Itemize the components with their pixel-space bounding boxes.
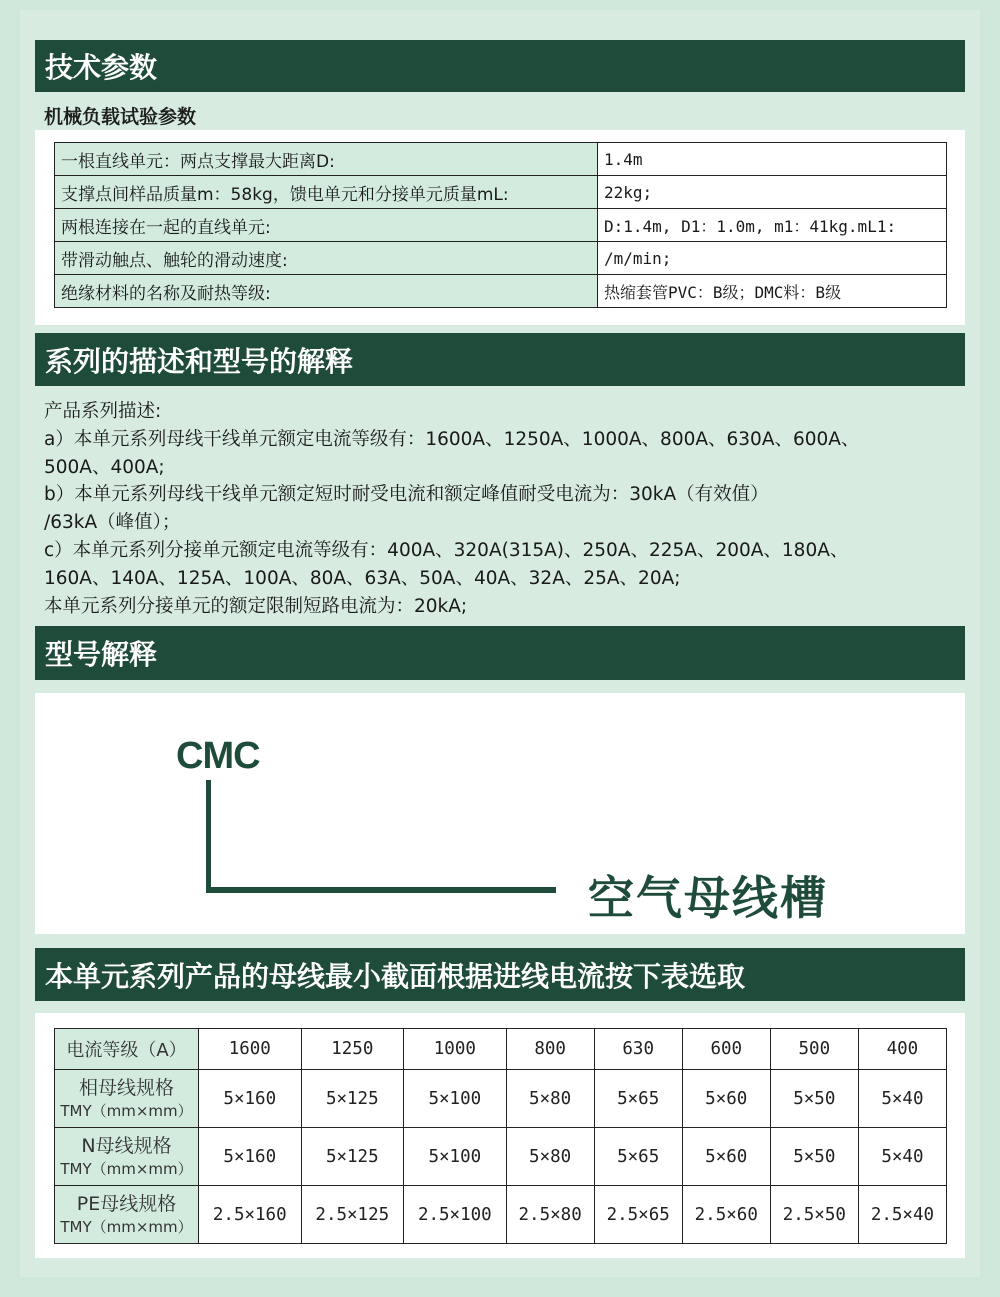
description-line: 本单元系列分接单元的额定限制短路电流为：20kA;	[44, 595, 468, 617]
busbar-spec-unit: TMY（mm×mm）	[60, 1217, 193, 1236]
busbar-spec-row	[55, 1186, 947, 1244]
mech-test-value: 热缩套管PVC：B级；DMC料：B级	[598, 275, 947, 308]
busbar-spec-cell: 2.5×80	[506, 1186, 594, 1244]
model-bracket-vertical	[206, 780, 211, 893]
mech-test-row	[55, 209, 947, 242]
busbar-spec-cell: 5×65	[594, 1070, 682, 1128]
page	[20, 10, 980, 1277]
mech-test-row	[55, 242, 947, 275]
busbar-spec-cell: 5×125	[301, 1070, 404, 1128]
busbar-spec-cell: 5×125	[301, 1128, 404, 1186]
section-header-model: 型号解释	[35, 626, 965, 680]
current-value: 500	[770, 1029, 858, 1070]
busbar-spec-unit: TMY（mm×mm）	[60, 1101, 193, 1120]
description-line: a）本单元系列母线干线单元额定电流等级有：1600A、1250A、1000A、800A、630A、600A、	[44, 428, 860, 450]
description-line: b）本单元系列母线干线单元额定短时耐受电流和额定峰值耐受电流为：30kA（有效值）	[44, 484, 769, 506]
busbar-spec-label	[55, 1070, 199, 1128]
mech-test-value: 22kg;	[598, 176, 947, 209]
current-value: 630	[594, 1029, 682, 1070]
mech-test-key: 一根直线单元：两点支撑最大距离D:	[55, 143, 598, 176]
busbar-spec-cell: 5×40	[858, 1128, 946, 1186]
description-line: /63kA（峰值）；	[44, 512, 181, 534]
busbar-spec-label	[55, 1128, 199, 1186]
busbar-spec-cell: 5×160	[199, 1128, 302, 1186]
busbar-table	[54, 1028, 947, 1244]
current-value: 600	[682, 1029, 770, 1070]
mech-test-row	[55, 143, 947, 176]
busbar-spec-label	[55, 1186, 199, 1244]
busbar-spec-cell: 2.5×60	[682, 1186, 770, 1244]
mech-test-key: 支撑点间样品质量m：58kg，馈电单元和分接单元质量mL:	[55, 176, 598, 209]
model-code: CMC	[176, 735, 260, 777]
busbar-spec-cell: 5×50	[770, 1070, 858, 1128]
current-value: 400	[858, 1029, 946, 1070]
busbar-spec-cell: 5×60	[682, 1128, 770, 1186]
busbar-spec-name: N母线规格	[81, 1134, 172, 1157]
busbar-spec-row	[55, 1070, 947, 1128]
busbar-spec-cell: 5×160	[199, 1070, 302, 1128]
busbar-spec-cell: 2.5×100	[404, 1186, 507, 1244]
current-value: 800	[506, 1029, 594, 1070]
busbar-spec-cell: 2.5×65	[594, 1186, 682, 1244]
busbar-spec-cell: 2.5×125	[301, 1186, 404, 1244]
description-line: 500A、400A;	[44, 456, 165, 478]
busbar-spec-row	[55, 1128, 947, 1186]
busbar-spec-cell: 5×100	[404, 1070, 507, 1128]
current-value: 1600	[199, 1029, 302, 1070]
description-line: c）本单元系列分接单元额定电流等级有：400A、320A(315A)、250A、225A、200A、180A、	[44, 539, 849, 561]
current-value: 1250	[301, 1029, 404, 1070]
busbar-spec-cell: 2.5×40	[858, 1186, 946, 1244]
busbar-spec-unit: TMY（mm×mm）	[60, 1159, 193, 1178]
current-value: 1000	[404, 1029, 507, 1070]
busbar-spec-name: PE母线规格	[76, 1192, 177, 1215]
busbar-spec-cell: 5×100	[404, 1128, 507, 1186]
section-header-select: 本单元系列产品的母线最小截面根据进线电流按下表选取	[35, 948, 965, 1001]
section-header-tech: 技术参数	[35, 40, 965, 92]
busbar-spec-cell: 5×40	[858, 1070, 946, 1128]
busbar-spec-cell: 2.5×50	[770, 1186, 858, 1244]
mech-test-row	[55, 176, 947, 209]
mech-test-table	[54, 142, 947, 308]
section-header-series: 系列的描述和型号的解释	[35, 333, 965, 386]
description-line: 160A、140A、125A、100A、80A、63A、50A、40A、32A、25A、20A;	[44, 567, 681, 589]
busbar-spec-cell: 5×80	[506, 1128, 594, 1186]
mech-test-subtitle: 机械负载试验参数	[44, 106, 197, 128]
mech-test-value: 1.4m	[598, 143, 947, 176]
model-meaning: 空气母线槽	[588, 871, 828, 925]
mech-test-panel	[35, 130, 965, 325]
busbar-spec-cell: 5×80	[506, 1070, 594, 1128]
mech-test-value: /m/min;	[598, 242, 947, 275]
mech-test-row	[55, 275, 947, 308]
busbar-spec-cell: 5×60	[682, 1070, 770, 1128]
busbar-spec-cell: 5×50	[770, 1128, 858, 1186]
description-line: 产品系列描述:	[44, 401, 162, 422]
busbar-spec-cell: 5×65	[594, 1128, 682, 1186]
mech-test-key: 绝缘材料的名称及耐热等级:	[55, 275, 598, 308]
current-label: 电流等级（A）	[55, 1029, 199, 1070]
model-bracket-horizontal	[206, 887, 556, 893]
busbar-spec-name: 相母线规格	[78, 1076, 174, 1099]
series-description	[44, 398, 964, 620]
current-row	[55, 1029, 947, 1070]
busbar-spec-cell: 2.5×160	[199, 1186, 302, 1244]
mech-test-key: 两根连接在一起的直线单元:	[55, 209, 598, 242]
mech-test-value: D:1.4m, D1：1.0m, m1：41kg.mL1:	[598, 209, 947, 242]
busbar-panel	[35, 1013, 965, 1258]
mech-test-key: 带滑动触点、触轮的滑动速度:	[55, 242, 598, 275]
